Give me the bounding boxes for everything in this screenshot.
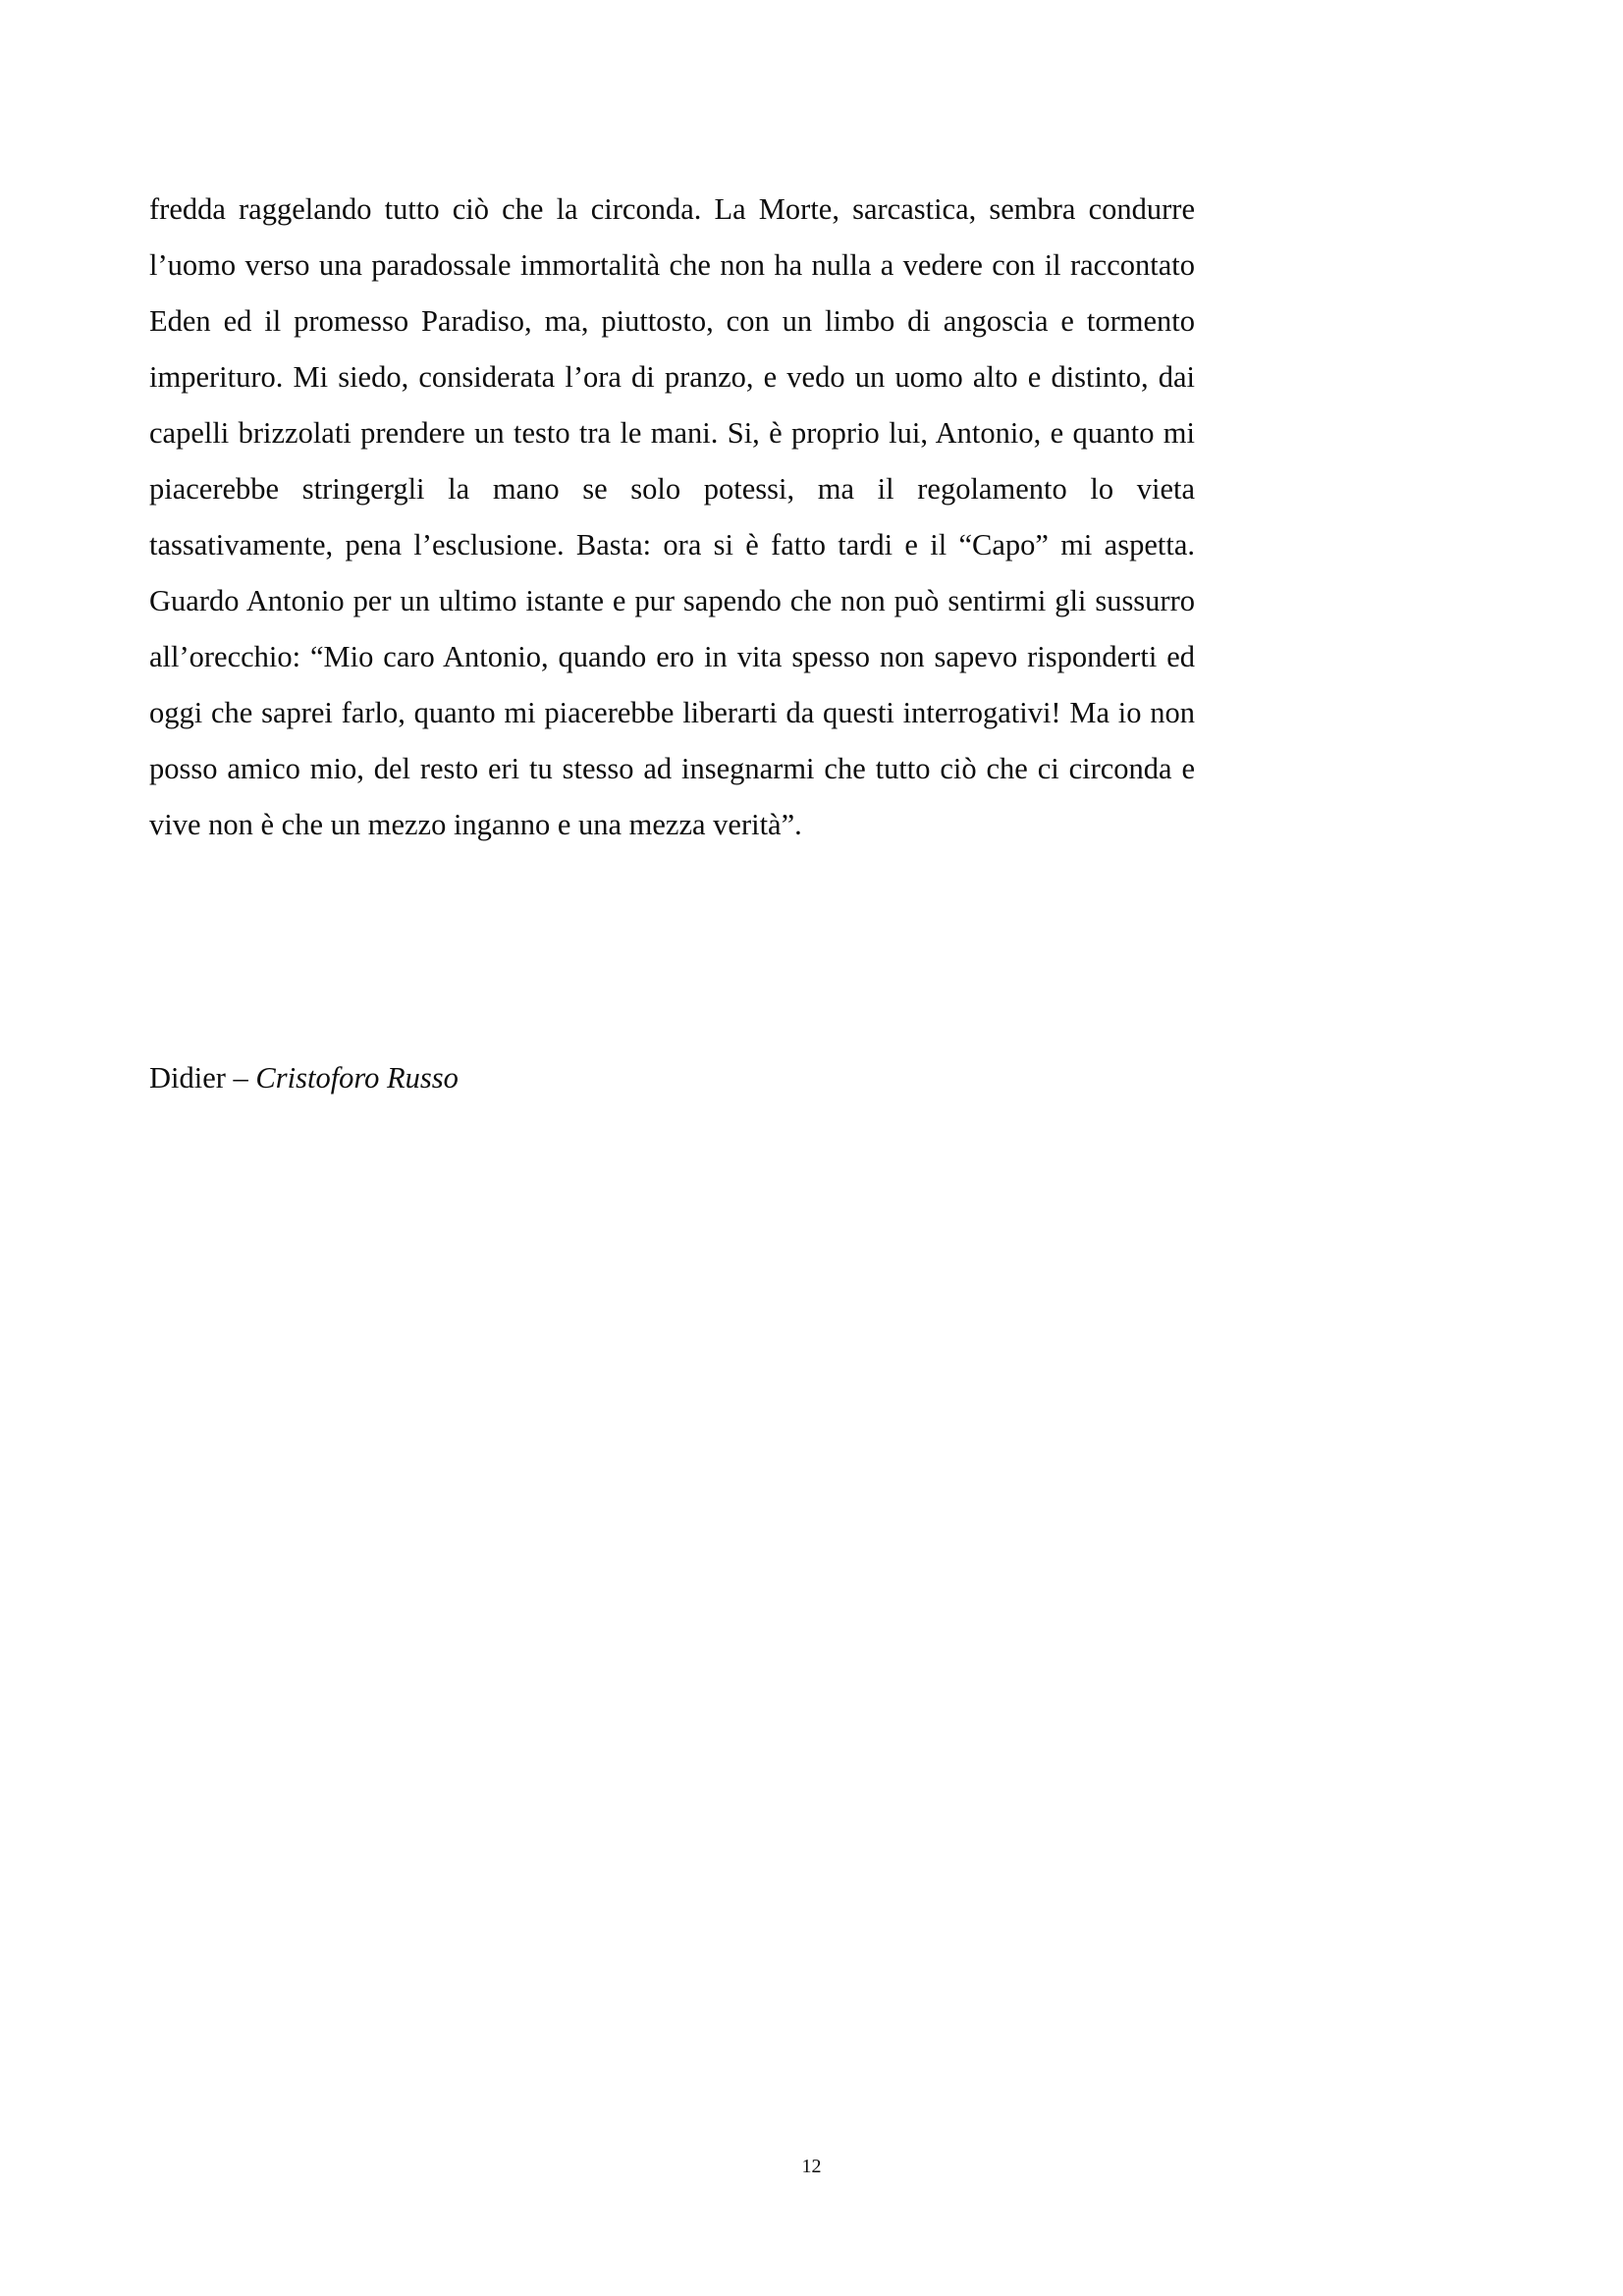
signature-prefix: Didier – bbox=[149, 1061, 256, 1095]
signature-author-name: Cristoforo Russo bbox=[255, 1061, 459, 1095]
signature-line bbox=[149, 1055, 1195, 1100]
page-number: 12 bbox=[801, 2156, 822, 2177]
page-body bbox=[149, 182, 1195, 853]
body-paragraph: fredda raggelando tutto ciò che la circonda. La Morte, sarcastica, sembra condurre l’uomo verso una paradossale immortalità che non ha nulla a vedere con il raccontato Eden ed il promesso Paradiso, ma, piuttosto, con un limbo di angoscia e tormento imperituro. Mi siedo, considerata l’ora di pranzo, e vedo un uomo alto e distinto, dai capelli brizzolati prendere un testo tra le mani. Si, è proprio lui, Antonio, e quanto mi piacerebbe stringergli la mano se solo potessi, ma il regolamento lo vieta tassativamente, pena l’esclusione. Basta: ora si è fatto tardi e il “Capo” mi aspetta. Guardo Antonio per un ultimo istante e pur sapendo che non può sentirmi gli sussurro all’orecchio: “Mio caro Antonio, quando ero in vita spesso non sapevo risponderti ed oggi che saprei farlo, quanto mi piacerebbe liberarti da questi interrogativi! Ma io non posso amico mio, del resto eri tu stesso ad insegnarmi che tutto ciò che ci circonda e vive non è che un mezzo inganno e una mezza verità”. bbox=[149, 192, 1195, 841]
